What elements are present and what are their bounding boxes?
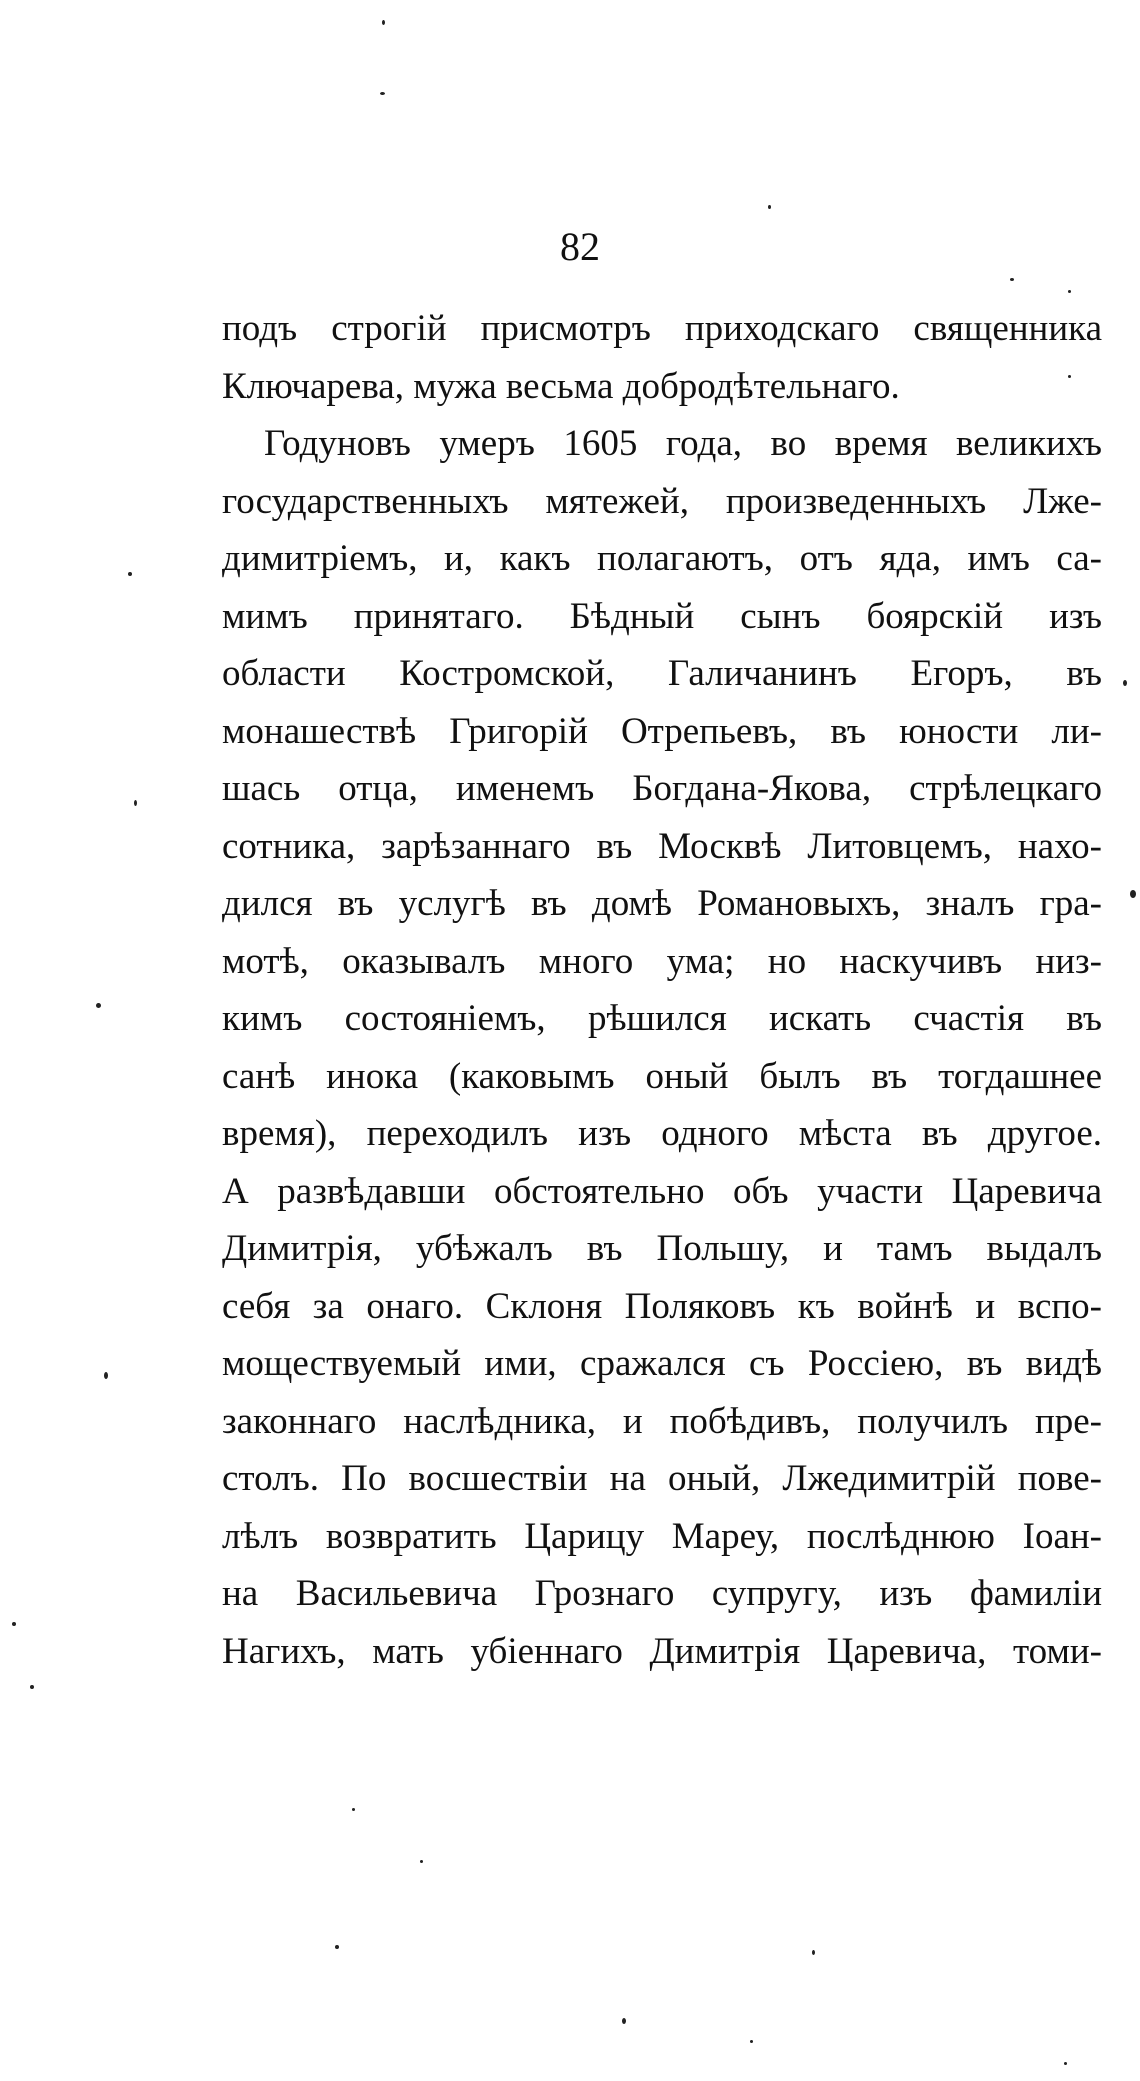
scan-speck: [380, 92, 385, 95]
text-line: Нагихъ, мать убіеннаго Димитрія Царевича, томи-: [222, 1630, 1102, 1672]
scan-speck: [128, 572, 132, 576]
scan-speck: [750, 2040, 753, 2043]
scan-speck: [1130, 890, 1136, 898]
text-line: себя за онаго. Склоня Поляковъ къ войнѣ и вспо-: [222, 1285, 1102, 1327]
text-line: на Васильевича Грознаго супругу, изъ фамиліи: [222, 1573, 1102, 1614]
text-line: моществуемый ими, сражался съ Россіею, въ видѣ: [222, 1343, 1102, 1384]
scan-speck: [812, 1950, 815, 1955]
scan-speck: [134, 800, 137, 806]
text-line: Годуновъ умеръ 1605 года, во время великихъ: [264, 423, 1102, 464]
text-line: области Костромской, Галичанинъ Егоръ, въ: [222, 653, 1102, 694]
scan-speck: [1068, 375, 1071, 378]
text-line: Ключарева, мужа весьма добродѣтельнаго.: [222, 365, 900, 407]
scan-speck: [1010, 278, 1014, 281]
text-line: шась отца, именемъ Богдана-Якова, стрѣлецкаго: [222, 768, 1102, 809]
scan-speck: [622, 2018, 626, 2024]
body-text: [222, 300, 1102, 1680]
text-line: подъ строгій присмотръ приходскаго священника: [222, 308, 1102, 349]
text-line: санѣ инока (каковымъ оный былъ въ тогдашнее: [222, 1055, 1102, 1097]
scan-speck: [768, 205, 771, 209]
scan-speck: [1123, 680, 1127, 686]
text-line: законнаго наслѣдника, и побѣдивъ, получилъ пре-: [222, 1400, 1102, 1442]
scan-speck: [1068, 290, 1071, 293]
scan-speck: [104, 1372, 108, 1379]
text-line: дился въ услугѣ въ домѣ Романовыхъ, зналъ гра-: [222, 883, 1102, 924]
scan-speck: [30, 1685, 34, 1689]
text-line: мотѣ, оказывалъ много ума; но наскучивъ низ-: [222, 940, 1102, 982]
text-line: столъ. По восшествіи на оный, Лжедимитрій пове-: [222, 1458, 1102, 1499]
scan-speck: [12, 1622, 16, 1626]
text-line: Димитрія, убѣжалъ въ Польшу, и тамъ выдалъ: [222, 1228, 1102, 1269]
scan-speck: [420, 1860, 423, 1863]
scan-speck: [352, 1808, 355, 1811]
text-line: сотника, зарѣзаннаго въ Москвѣ Литовцемъ, нахо-: [222, 825, 1102, 867]
text-line: А развѣдавши обстоятельно объ участи Царевича: [222, 1170, 1102, 1212]
scan-speck: [335, 1945, 339, 1949]
scan-speck: [1064, 2062, 1067, 2065]
page-number: 82: [560, 224, 600, 269]
scan-speck: [96, 1003, 101, 1008]
text-line: мимъ принятаго. Бѣдный сынъ боярскій изъ: [222, 595, 1102, 637]
scan-speck: [382, 20, 385, 25]
text-line: лѣлъ возвратить Царицу Мареу, послѣднюю Іоан-: [222, 1515, 1102, 1557]
text-line: димитріемъ, и, какъ полагаютъ, отъ яда, имъ са-: [222, 538, 1102, 579]
text-line: время), переходилъ изъ одного мѣста въ другое.: [222, 1113, 1102, 1154]
text-line: государственныхъ мятежей, произведенныхъ Лже-: [222, 480, 1102, 522]
text-line: монашествѣ Григорій Отрепьевъ, въ юности ли-: [222, 710, 1102, 752]
text-line: кимъ состояніемъ, рѣшился искать счастія въ: [222, 998, 1102, 1039]
